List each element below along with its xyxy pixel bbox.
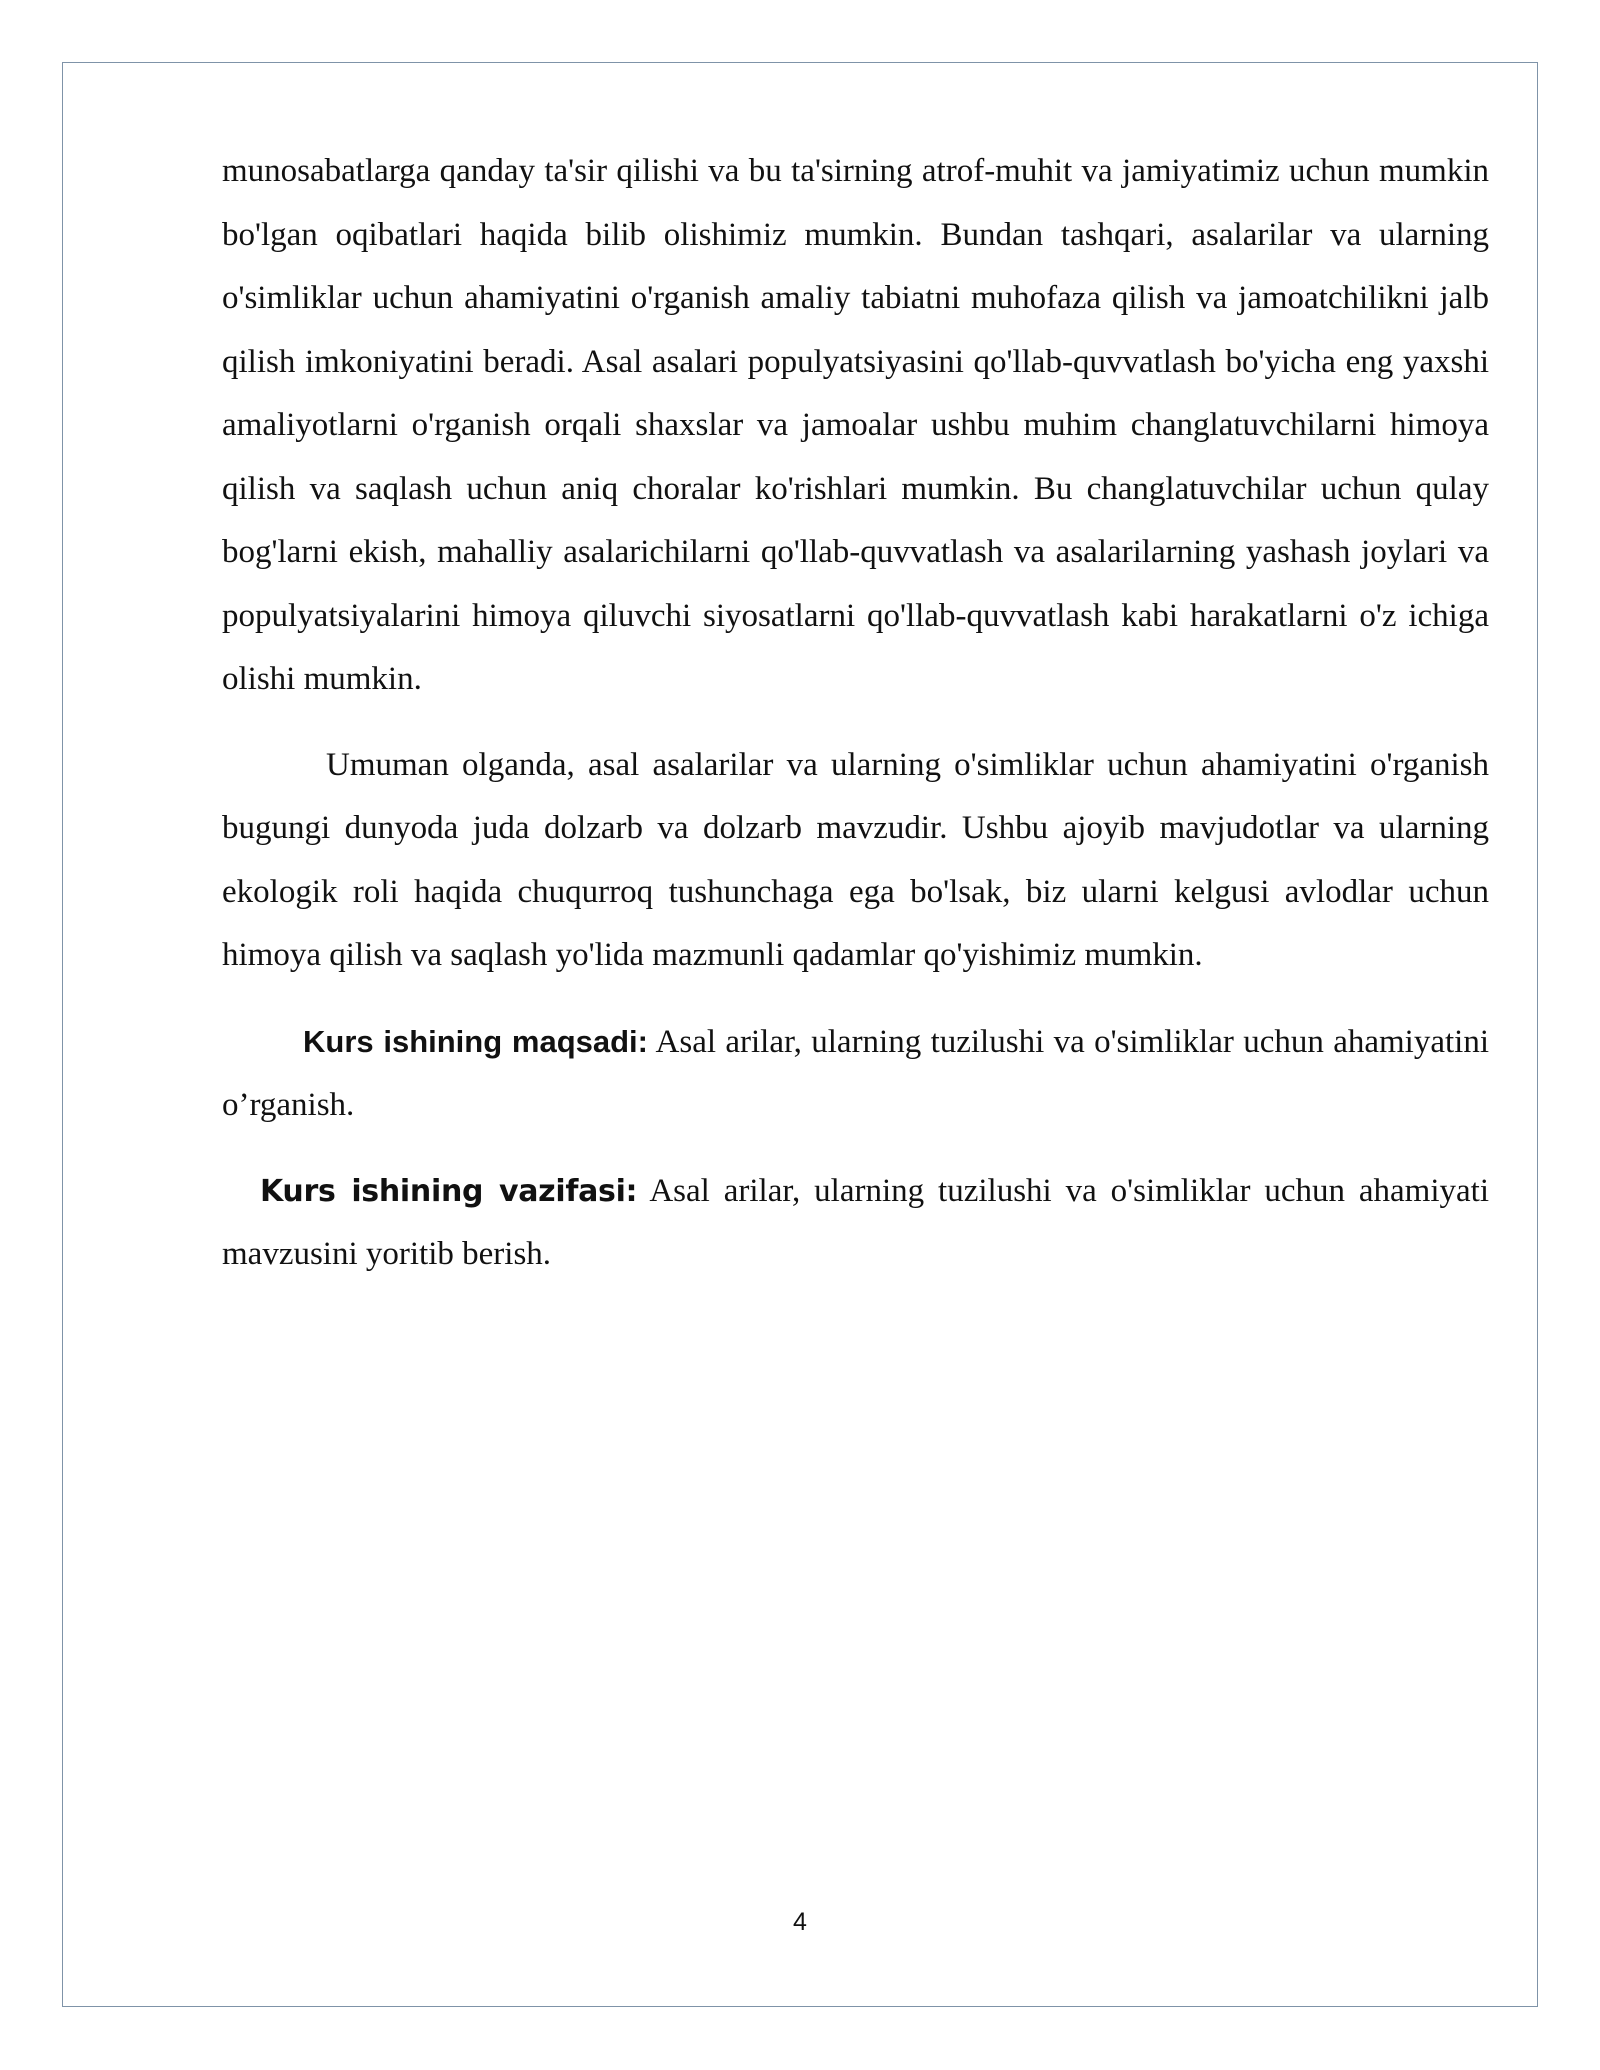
document-body bbox=[222, 140, 1489, 1287]
paragraph-pollinator-conservation: munosabatlarga qanday ta'sir qilishi va bu ta'sirning atrof-muhit va jamiyatimiz uchun mumkin bo'lgan oqibatlari haqida bilib olishimiz mumkin. Bundan tashqari, asalarilar va ularning o'simliklar uchun ahamiyatini o'rganish amaliy tabiatni muhofaza qilish va jamoatchilikni jalb qilish imkoniyatini beradi. Asal asalari populyatsiyasini qo'llab-quvvatlash bo'yicha eng yaxshi amaliyotlarni o'rganish orqali shaxslar va jamoalar ushbu muhim changlatuvchilarni himoya qilish va saqlash uchun aniq choralar ko'rishlari mumkin. Bu changlatuvchilar uchun qulay bog'larni ekish, mahalliy asalarichilarni qo'llab-quvvatlash va asalarilarning yashash joylari va populyatsiyalarini himoya qiluvchi siyosatlarni qo'llab-quvvatlash kabi harakatlarni o'z ichiga olishi mumkin. bbox=[222, 153, 1489, 697]
course-goal-text: Asal arilar, ularning tuzilushi va o'simliklar uchun ahamiyatini o’rganish. bbox=[222, 1023, 1489, 1123]
page-number: 4 bbox=[793, 1908, 807, 1936]
course-task-text: Asal arilar, ularning tuzilushi va o'simliklar uchun ahamiyati mavzusini yoritib berish. bbox=[222, 1172, 1489, 1272]
course-task-label: Kurs ishining vazifasi: bbox=[260, 1173, 638, 1209]
course-goal-label: Kurs ishining maqsadi: bbox=[303, 1023, 648, 1059]
paragraph-summary: Umuman olganda, asal asalarilar va ularning o'simliklar uchun ahamiyatini o'rganish bugungi dunyoda juda dolzarb va dolzarb mavzudir. Ushbu ajoyib mavjudotlar va ularning ekologik roli haqida chuqurroq tushunchaga ega bo'lsak, biz ularni kelgusi avlodlar uchun himoya qilish va saqlash yo'lida mazmunli qadamlar qo'yishimiz mumkin. bbox=[222, 746, 1489, 973]
paragraph-course-task bbox=[222, 1160, 1489, 1287]
paragraph-course-goal bbox=[222, 1010, 1489, 1138]
